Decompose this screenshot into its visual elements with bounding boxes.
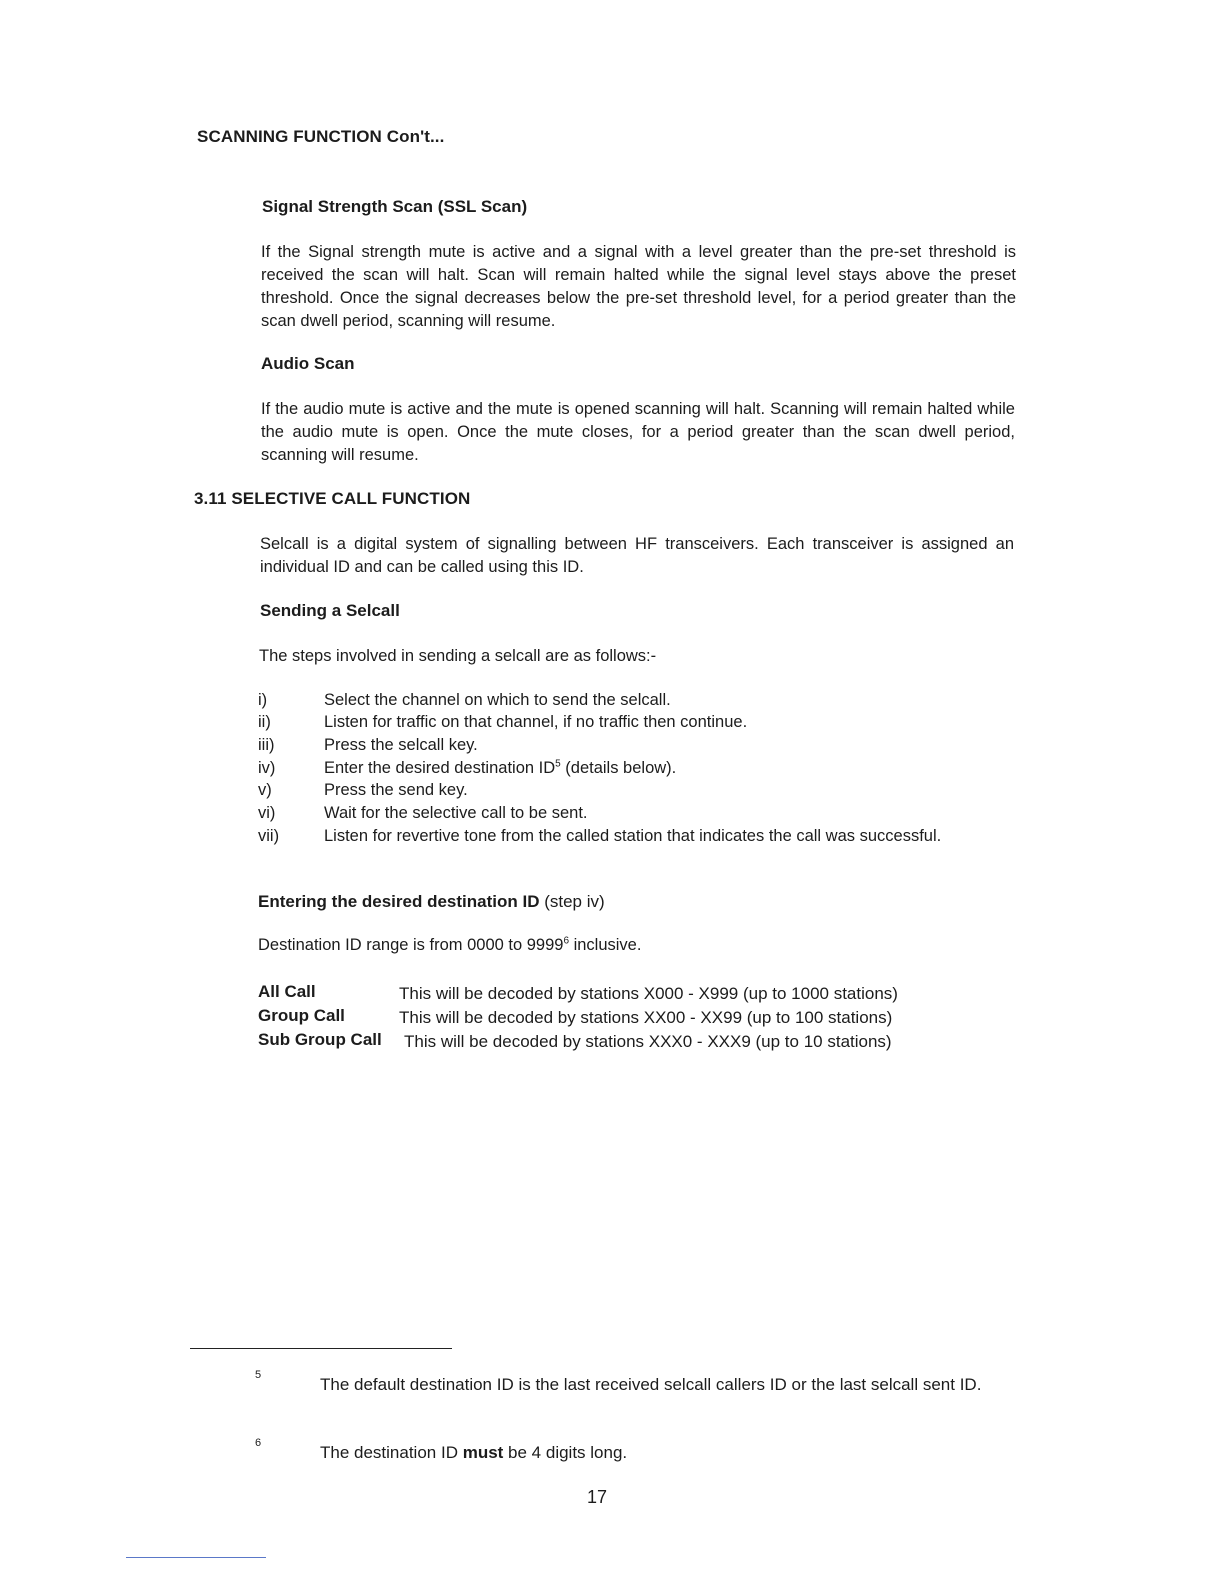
sending-selcall-intro: The steps involved in sending a selcall are as follows:- (259, 647, 657, 665)
step-number: i) (258, 691, 268, 709)
footnote-mark: 6 (255, 1437, 262, 1449)
footnote-text: The default destination ID is the last received selcall callers ID or the last selcall sent ID. (320, 1375, 982, 1394)
bottom-divider (126, 1557, 266, 1558)
audio-scan-body: If the audio mute is active and the mute is opened scanning will halt. Scanning will remain halted while the audio mute is open. Once the mute closes, for a period greater than the scan dwell period, scanning will resume. (261, 400, 1015, 464)
step-number: vii) (258, 827, 280, 845)
call-description: This will be decoded by stations XXX0 - XXX9 (up to 10 stations) (404, 1032, 892, 1051)
step-number: ii) (258, 713, 271, 731)
entering-id-heading (258, 892, 605, 912)
step-number: vi) (258, 804, 276, 822)
step-text: Listen for traffic on that channel, if no traffic then continue. (324, 713, 748, 731)
footnote-text-bold: must (462, 1443, 504, 1462)
footnote-ref: 6 (563, 935, 569, 947)
ssl-scan-heading: Signal Strength Scan (SSL Scan) (262, 197, 528, 216)
selective-call-heading: 3.11 SELECTIVE CALL FUNCTION (194, 489, 471, 508)
page-number: 17 (587, 1487, 608, 1507)
step-text: Listen for revertive tone from the called station that indicates the call was successful. (324, 827, 942, 845)
step-text-main: Enter the desired destination ID (324, 759, 556, 777)
step-text: Wait for the selective call to be sent. (324, 804, 588, 822)
step-text-after: (details below). (560, 759, 677, 777)
step-text (324, 757, 1014, 780)
range-text: Destination ID range is from 0000 to 9999 (258, 936, 564, 954)
footnote-divider (190, 1348, 452, 1349)
selective-call-intro: Selcall is a digital system of signalling between HF transceivers. Each transceiver is assigned an individual ID and can be called using this ID. (260, 535, 1014, 576)
call-label: Group Call (258, 1006, 345, 1025)
step-text: Select the channel on which to send the selcall. (324, 691, 671, 709)
audio-scan-heading: Audio Scan (261, 354, 355, 373)
range-after: inclusive. (569, 936, 642, 954)
step-number: iii) (258, 736, 275, 754)
step-text: Press the send key. (324, 781, 468, 799)
footnote-text (320, 1441, 1008, 1464)
step-number: v) (258, 781, 272, 799)
entering-id-heading-normal: (step iv) (539, 892, 605, 911)
footnote-ref: 5 (555, 758, 561, 770)
step-number: iv) (258, 759, 276, 777)
ssl-scan-body: If the Signal strength mute is active and a signal with a level greater than the pre-set threshold is received the scan will halt. Scan will remain halted while the signal level stays above the preset threshold. Once the signal decreases below the pre-set threshold level, for a period greater than the scan dwell period, scanning will resume. (261, 243, 1016, 330)
call-description: This will be decoded by stations XX00 - XX99 (up to 100 stations) (399, 1008, 893, 1027)
page-header-title: SCANNING FUNCTION Con't... (197, 127, 445, 146)
entering-id-heading-bold: Entering the desired destination ID (258, 892, 540, 911)
sending-selcall-heading: Sending a Selcall (260, 601, 400, 620)
step-text: Press the selcall key. (324, 736, 478, 754)
footnote-text-after: be 4 digits long. (503, 1443, 628, 1462)
footnote-text-before: The destination ID (320, 1443, 463, 1462)
footnote-mark: 5 (255, 1369, 262, 1381)
call-label: Sub Group Call (258, 1030, 382, 1049)
call-description: This will be decoded by stations X000 - X999 (up to 1000 stations) (399, 984, 898, 1003)
call-label: All Call (258, 982, 316, 1001)
destination-range-text (258, 936, 641, 955)
